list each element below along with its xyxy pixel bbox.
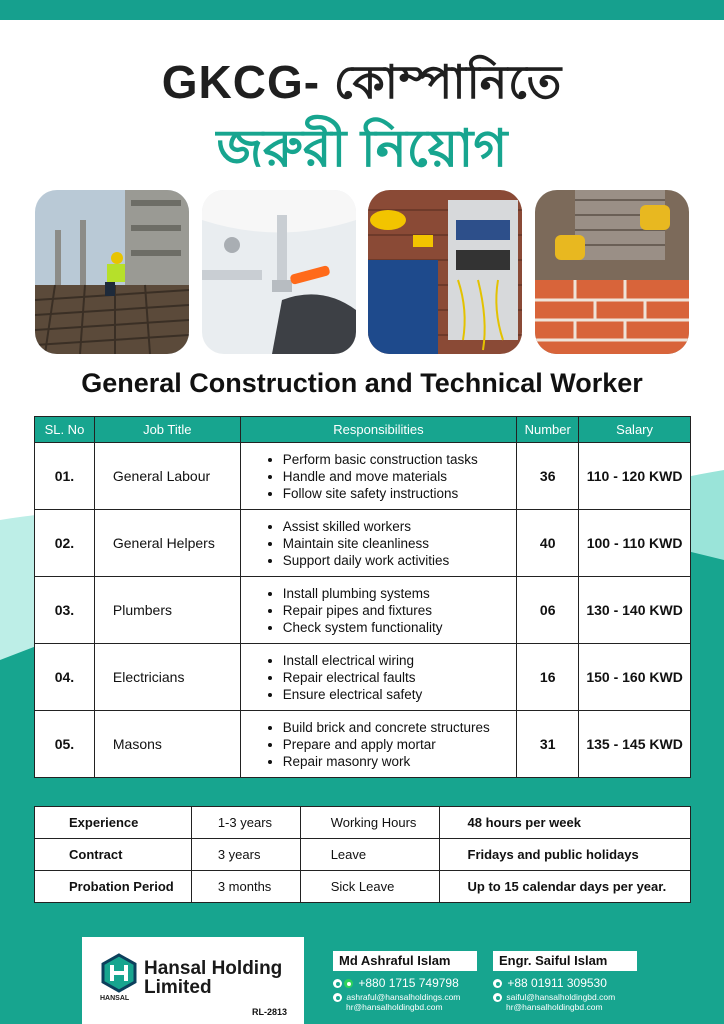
responsibility-item: • Install electrical wiring [283, 652, 517, 669]
contact-email-2: hr@hansalholdingbd.com [506, 1002, 603, 1013]
contact-email-1: ashraful@hansalholdings.com [346, 992, 461, 1002]
contact-email[interactable] [333, 992, 477, 1012]
row-responsibilities [240, 644, 517, 711]
row-number: 16 [517, 644, 579, 711]
column-header-sl: SL. No [35, 417, 95, 443]
row-job-title: Electricians [94, 644, 240, 711]
plumber-photo [202, 190, 356, 354]
row-sl: 02. [35, 510, 95, 577]
detail-value: 3 years [191, 839, 300, 871]
row-job-title: Masons [94, 711, 240, 778]
license-number: RL-2813 [252, 1007, 288, 1017]
contact-email-1: saiful@hansalholdingbd.com [506, 992, 616, 1002]
row-salary: 130 - 140 KWD [579, 577, 691, 644]
email-icon [493, 993, 502, 1002]
responsibility-item: • Repair masonry work [283, 753, 517, 770]
responsibility-item: • Handle and move materials [283, 468, 517, 485]
row-salary: 110 - 120 KWD [579, 443, 691, 510]
responsibility-item: • Install plumbing systems [283, 585, 517, 602]
row-salary: 135 - 145 KWD [579, 711, 691, 778]
contact-name: Engr. Saiful Islam [493, 951, 637, 971]
contact-card-1 [333, 951, 477, 1012]
title-line-1: GKCG- কোম্পানিতে [161, 56, 563, 108]
email-icon [333, 993, 342, 1002]
column-header-number: Number [517, 417, 579, 443]
title-line-2: জরুরী নিয়োগ [216, 120, 508, 178]
phone-icon [333, 979, 342, 988]
row-salary: 100 - 110 KWD [579, 510, 691, 577]
detail-value: Up to 15 calendar days per year. [439, 871, 691, 903]
row-responsibilities [240, 443, 517, 510]
jobs-table [34, 416, 691, 778]
contact-email[interactable] [493, 992, 637, 1012]
row-number: 36 [517, 443, 579, 510]
company-name-line1: Hansal Holding [144, 958, 283, 979]
electrician-photo [368, 190, 522, 354]
row-number: 06 [517, 577, 579, 644]
row-job-title: General Helpers [94, 510, 240, 577]
job-section-title: General Construction and Technical Worker [81, 368, 643, 398]
row-number: 40 [517, 510, 579, 577]
detail-label: Working Hours [300, 807, 439, 839]
construction-site-photo [35, 190, 189, 354]
row-sl: 03. [35, 577, 95, 644]
row-number: 31 [517, 711, 579, 778]
hansal-logo-icon [100, 953, 138, 993]
responsibility-item: • Assist skilled workers [283, 518, 517, 535]
detail-label: Contract [35, 839, 192, 871]
detail-value: 1-3 years [191, 807, 300, 839]
contact-phone[interactable] [333, 976, 477, 990]
detail-label: Experience [35, 807, 192, 839]
row-salary: 150 - 160 KWD [579, 644, 691, 711]
table-row [35, 510, 691, 577]
company-logo-box [82, 937, 304, 1024]
contact-phone-number: +880 1715 749798 [358, 976, 459, 990]
contact-name: Md Ashraful Islam [333, 951, 477, 971]
row-job-title: Plumbers [94, 577, 240, 644]
contact-phone[interactable] [493, 976, 637, 990]
responsibility-item: • Follow site safety instructions [283, 485, 517, 502]
details-row [35, 871, 691, 903]
company-name [144, 959, 282, 997]
details-row [35, 839, 691, 871]
detail-label: Sick Leave [300, 871, 439, 903]
responsibility-item: • Support daily work activities [283, 552, 517, 569]
table-row [35, 711, 691, 778]
contact-phone-number: +88 01911 309530 [507, 976, 607, 990]
whatsapp-icon [344, 979, 353, 988]
responsibility-item: • Perform basic construction tasks [283, 451, 517, 468]
contact-email-2: hr@hansalholdingbd.com [346, 1002, 443, 1013]
job-details-table [34, 806, 691, 903]
column-header-salary: Salary [579, 417, 691, 443]
row-job-title: General Labour [94, 443, 240, 510]
detail-label: Probation Period [35, 871, 192, 903]
row-sl: 04. [35, 644, 95, 711]
table-row [35, 443, 691, 510]
detail-label: Leave [300, 839, 439, 871]
detail-value: Fridays and public holidays [439, 839, 691, 871]
table-row [35, 577, 691, 644]
responsibility-item: • Repair electrical faults [283, 669, 517, 686]
responsibility-item: • Repair pipes and fixtures [283, 602, 517, 619]
jobs-table-header [35, 417, 691, 443]
table-row [35, 644, 691, 711]
row-responsibilities [240, 711, 517, 778]
responsibility-item: • Ensure electrical safety [283, 686, 517, 703]
responsibility-item: • Prepare and apply mortar [283, 736, 517, 753]
detail-value: 48 hours per week [439, 807, 691, 839]
company-name-line2: Limited [144, 977, 212, 998]
column-header-responsibilities: Responsibilities [240, 417, 517, 443]
responsibility-item: • Build brick and concrete structures [283, 719, 517, 736]
row-responsibilities [240, 577, 517, 644]
detail-value: 3 months [191, 871, 300, 903]
phone-icon [493, 979, 502, 988]
row-responsibilities [240, 510, 517, 577]
mason-photo [535, 190, 689, 354]
details-row [35, 807, 691, 839]
row-sl: 05. [35, 711, 95, 778]
responsibility-item: • Maintain site cleanliness [283, 535, 517, 552]
contact-card-2 [493, 951, 637, 1012]
column-header-job-title: Job Title [94, 417, 240, 443]
row-sl: 01. [35, 443, 95, 510]
logo-caption: HANSAL [100, 995, 130, 1002]
responsibility-item: • Check system functionality [283, 619, 517, 636]
